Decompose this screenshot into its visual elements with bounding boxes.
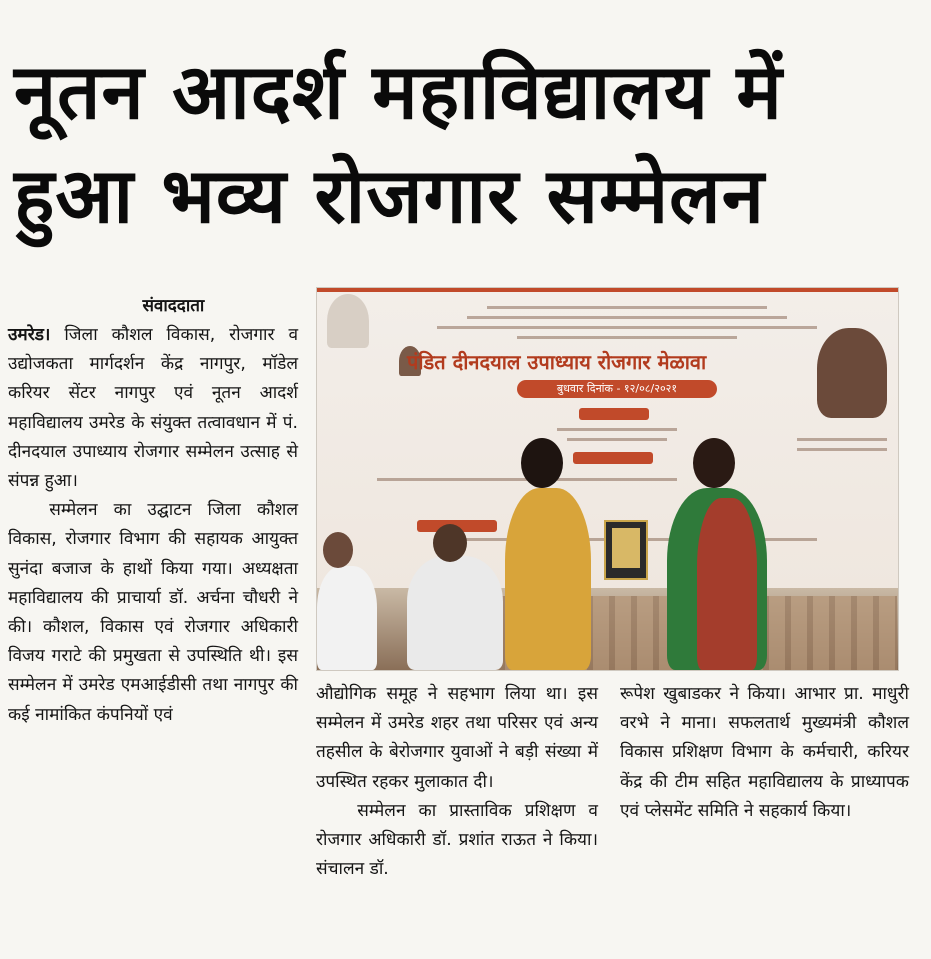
person-presenter <box>505 488 591 670</box>
article-paragraph-1-text: जिला कौशल विकास, रोजगार व उद्योजकता मार्गदर्शन केंद्र नागपुर, मॉडेल करियर सेंटर नागपुर एवं नूतन आदर्श महाविद्यालय उमरेड के संयुक्त तत्वावधान में पं. दीनदयाल उपाध्याय रोजगार सम्मेलन उत्साह से संपन्न हुआ। <box>8 325 298 492</box>
award-plaque <box>604 520 648 580</box>
head <box>521 438 563 488</box>
banner-title: पंडित दीनदयाल उपाध्याय रोजगार मेळावा <box>407 350 707 374</box>
dateline: उमरेड। <box>8 325 51 345</box>
article-paragraph-3: औद्योगिक समूह ने सहभाग लिया था। इस सम्मेलन में उमरेड शहर तथा परिसर एवं अन्य तहसील के बेरोजगार युवाओं ने बड़ी संख्या में उपस्थित रहकर मुलाकात दी। <box>316 684 598 792</box>
portrait-right <box>817 328 887 418</box>
article-column-2 <box>316 680 598 884</box>
article-paragraph-4: सम्मेलन का प्रास्ताविक प्रशिक्षण व रोजगार अधिकारी डॉ. प्रशांत राऊत ने किया। संचालन डॉ. <box>316 800 598 880</box>
article-paragraph-2: सम्मेलन का उद्घाटन जिला कौशल विकास, रोजगार विभाग की सहायक आयुक्त सुनंदा बजाज के हाथों किया गया। अध्यक्षता महाविद्यालय की प्राचार्या डॉ. अर्चना चौधरी ने की। कौशल, विकास एवं रोजगार अधिकारी विजय गराटे की प्रमुखता से उपस्थिति थी। इस सम्मेलन में उमरेड एमआईडीसी तथा नागपुर की कई नामांकित कंपनियों एवं <box>8 500 298 725</box>
portrait-left <box>327 294 369 348</box>
head <box>433 524 467 562</box>
person-seated-right <box>407 556 503 670</box>
person <box>697 498 757 670</box>
article-column-1 <box>8 292 298 730</box>
headline-line-2: हुआ भव्य रोजगार सम्मेलन <box>14 151 765 240</box>
head <box>323 532 353 568</box>
head <box>693 438 735 488</box>
event-photo <box>316 287 899 671</box>
article-paragraph-5: रूपेश खुबाडकर ने किया। आभार प्रा. माधुरी वरभे ने माना। सफलतार्थ मुख्यमंत्री कौशल विकास प्रशिक्षण विभाग के कर्मचारी, करियर केंद्र की टीम सहित महाविद्यालय के प्राध्यापक एवं प्लेसमेंट समिति ने सहकार्य किया। <box>620 684 909 821</box>
article-paragraph-1 <box>8 321 298 496</box>
headline-line-1: नूतन आदर्श महाविद्यालय में <box>14 47 783 136</box>
person-seated-left <box>317 566 377 670</box>
article-column-3 <box>620 680 909 826</box>
byline: संवाददाता <box>142 296 205 316</box>
headline <box>14 40 919 248</box>
banner-date: बुधवार दिनांक - १२/०८/२०२१ <box>517 380 717 398</box>
